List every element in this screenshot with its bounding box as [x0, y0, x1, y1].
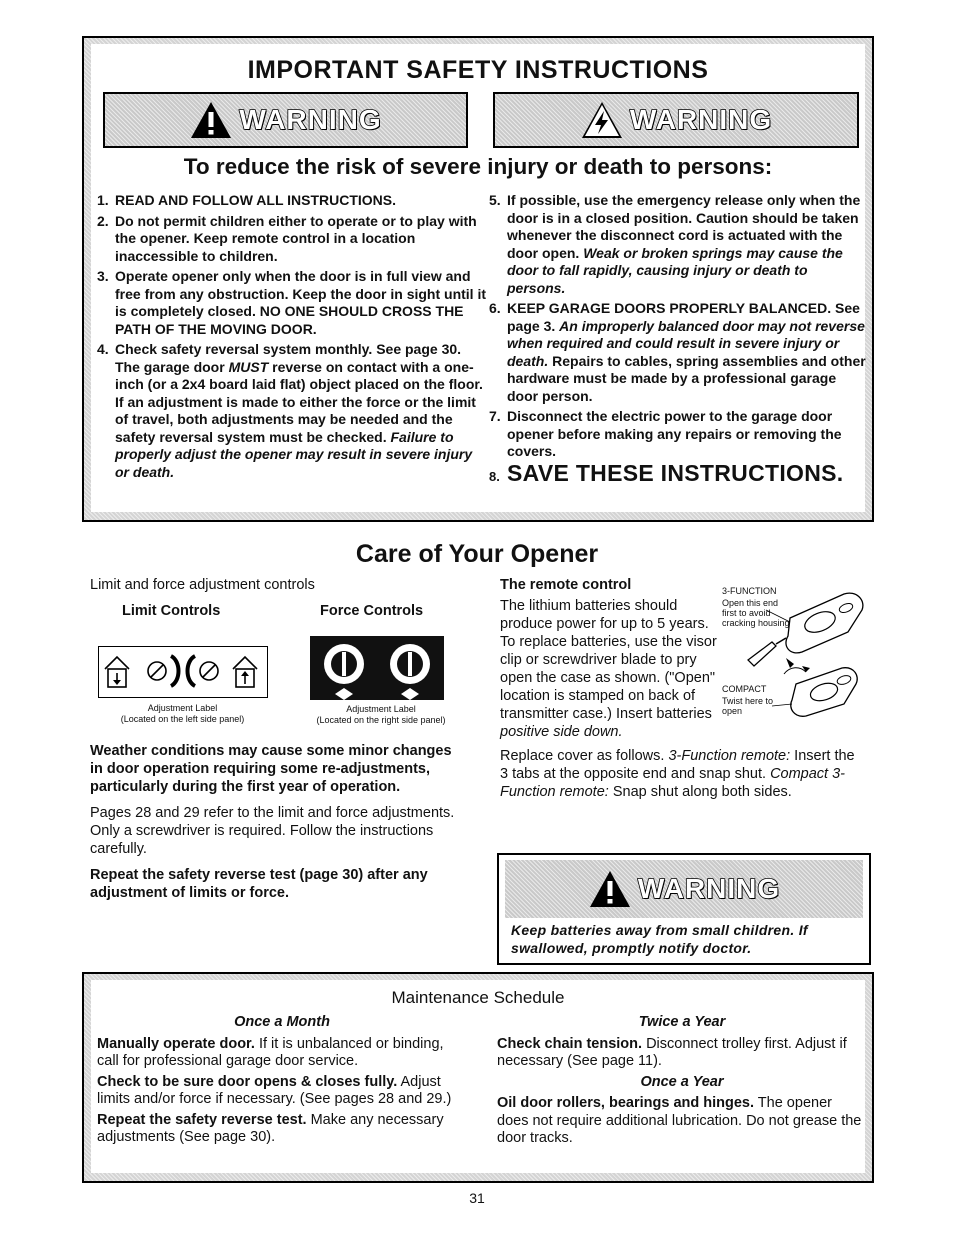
- battery-warning-box: [497, 853, 871, 965]
- battery-warning-text: Keep batteries away from small children. If swallowed, promptly notify doctor.: [511, 922, 808, 956]
- maintenance-frame: [82, 972, 874, 1183]
- instruction-item: 2. Do not permit children either to operate or to play with the opener. Keep remote control in a location inaccessible to children.: [97, 212, 477, 264]
- safety-heading: IMPORTANT SAFETY INSTRUCTIONS: [247, 56, 709, 84]
- limit-adjustment-label-image: [98, 646, 268, 698]
- frequency-monthly: Once a Month: [234, 1014, 330, 1030]
- warning-banner-left: [103, 92, 468, 148]
- frequency-twice-year: Twice a Year: [638, 1014, 726, 1030]
- save-instructions: 8. SAVE THESE INSTRUCTIONS.: [489, 459, 844, 486]
- remote-battery-diagram: [720, 580, 865, 728]
- weather-note: Weather conditions may cause some minor changes in door operation requiring some re-adjustments, particularly during the first year of operation.: [90, 743, 452, 795]
- force-label-location: (Located on the right side panel): [316, 715, 446, 725]
- maintenance-monthly: [97, 1014, 467, 1150]
- repeat-test-note: Repeat the safety reverse test (page 30) after any adjustment of limits or force.: [90, 867, 428, 901]
- warning-triangle-icon: [189, 100, 233, 140]
- limit-label-location: (Located on the left side panel): [120, 714, 245, 724]
- instruction-item: 3. Operate opener only when the door is in full view and free from any obstruction. Keep the door in sight until it is completely closed. NO ONE SHOULD CROSS THE PATH OF THE MOVING DOOR.: [97, 268, 487, 337]
- limit-force-heading: Limit and force adjustment controls: [90, 577, 315, 593]
- warning-word-right: WARNING: [629, 104, 773, 135]
- maintenance-item: Manually operate door. If it is unbalanced or binding, call for professional garage door service.: [97, 1035, 444, 1069]
- limit-controls-label: Limit Controls: [122, 603, 221, 619]
- pages-note: Pages 28 and 29 refer to the limit and force adjustments. Only a screwdriver is required. Follow the instructions carefully.: [90, 805, 455, 857]
- maintenance-item: Repeat the safety reverse test. Make any necessary adjustments (See page 30).: [97, 1111, 444, 1145]
- warning-triangle-icon: [588, 869, 632, 909]
- instruction-item: 1. READ AND FOLLOW ALL INSTRUCTIONS.: [97, 192, 397, 208]
- instruction-item: 6. KEEP GARAGE DOORS PROPERLY BALANCED. See page 3. An improperly balanced door may not reverse when required and could result in severe injury or death. Repairs to cables, spring assemblies and other hardware must be made by a professional garage door person.: [489, 300, 866, 404]
- twist-open-label: Twist here to open: [722, 696, 774, 716]
- maintenance-item: Check chain tension. Disconnect trolley first. Adjust if necessary (See page 11).: [497, 1035, 847, 1069]
- remote-battery-text: The lithium batteries should produce power for up to 5 years. To replace batteries, use the visor clip or screwdriver blade to pry open the case as shown. ("Open" location is stamped on back of transmitter case.) Insert batteries positive side down.: [500, 598, 717, 740]
- open-end-label: Open this end first to avoid cracking housing: [722, 598, 790, 628]
- instruction-item: 4. Check safety reversal system monthly. See page 30. The garage door MUST reverse on contact with a one-inch (or a 2x4 board laid flat) object placed on the floor. If an adjustment is made to either the force or the limit of travel, both adjustments may be needed and the safety reversal system must be checked. Failure to properly adjust the opener may result in severe injury or death.: [97, 341, 483, 480]
- risk-title: To reduce the risk of severe injury or death to persons:: [183, 154, 773, 179]
- instructions-right-column: [489, 192, 869, 485]
- page-number: 31: [469, 1190, 485, 1206]
- safety-instructions-frame: [82, 36, 874, 522]
- maintenance-title: Maintenance Schedule: [391, 988, 565, 1007]
- force-dials-icon: [310, 636, 444, 700]
- maintenance-item: Oil door rollers, bearings and hinges. The opener does not require additional lubrication. Do not grease the door tracks.: [497, 1095, 862, 1146]
- limit-label-caption: Adjustment Label: [147, 703, 218, 713]
- limit-force-section: [90, 576, 465, 901]
- battery-warning-word: WARNING: [637, 873, 781, 904]
- maintenance-panel: [91, 980, 865, 1173]
- electric-shock-triangle-icon: [580, 100, 624, 140]
- remote-control-icon: [720, 580, 865, 728]
- care-title: Care of Your Opener: [355, 540, 599, 568]
- battery-warning-banner: [505, 860, 863, 918]
- instruction-item: 5. If possible, use the emergency release only when the door is in a closed position. Caution should be taken whenever the disconnect cord is actuated with the door open. Weak or broken springs may cause the door to fall rapidly, causing injury or death to persons.: [489, 192, 861, 296]
- warning-word-left: WARNING: [239, 104, 382, 135]
- instructions-left-column: [97, 192, 487, 484]
- limit-dials-icon: [99, 647, 266, 696]
- safety-instructions-panel: [91, 44, 865, 512]
- remote-control-section: [500, 576, 865, 801]
- warning-banner-right: [493, 92, 859, 148]
- maintenance-yearly: [497, 1014, 867, 1151]
- force-label-caption: Adjustment Label: [346, 704, 416, 714]
- maintenance-item: Check to be sure door opens & closes fully. Adjust limits and/or force if necessary. (See pages 28 and 29.): [97, 1073, 452, 1107]
- three-function-label: 3-FUNCTION: [722, 586, 777, 596]
- compact-label: COMPACT: [722, 684, 767, 694]
- force-adjustment-label-image: [310, 636, 444, 700]
- frequency-once-year: Once a Year: [640, 1073, 724, 1090]
- force-controls-label: Force Controls: [320, 603, 424, 619]
- replace-cover-text: Replace cover as follows. 3-Function remote: Insert the 3 tabs at the opposite end and snap shut. Compact 3-Function remote: Snap shut along both sides.: [500, 748, 855, 800]
- remote-heading: The remote control: [500, 577, 632, 593]
- instruction-item: 7. Disconnect the electric power to the garage door opener before making any repairs or removing the covers.: [489, 408, 842, 459]
